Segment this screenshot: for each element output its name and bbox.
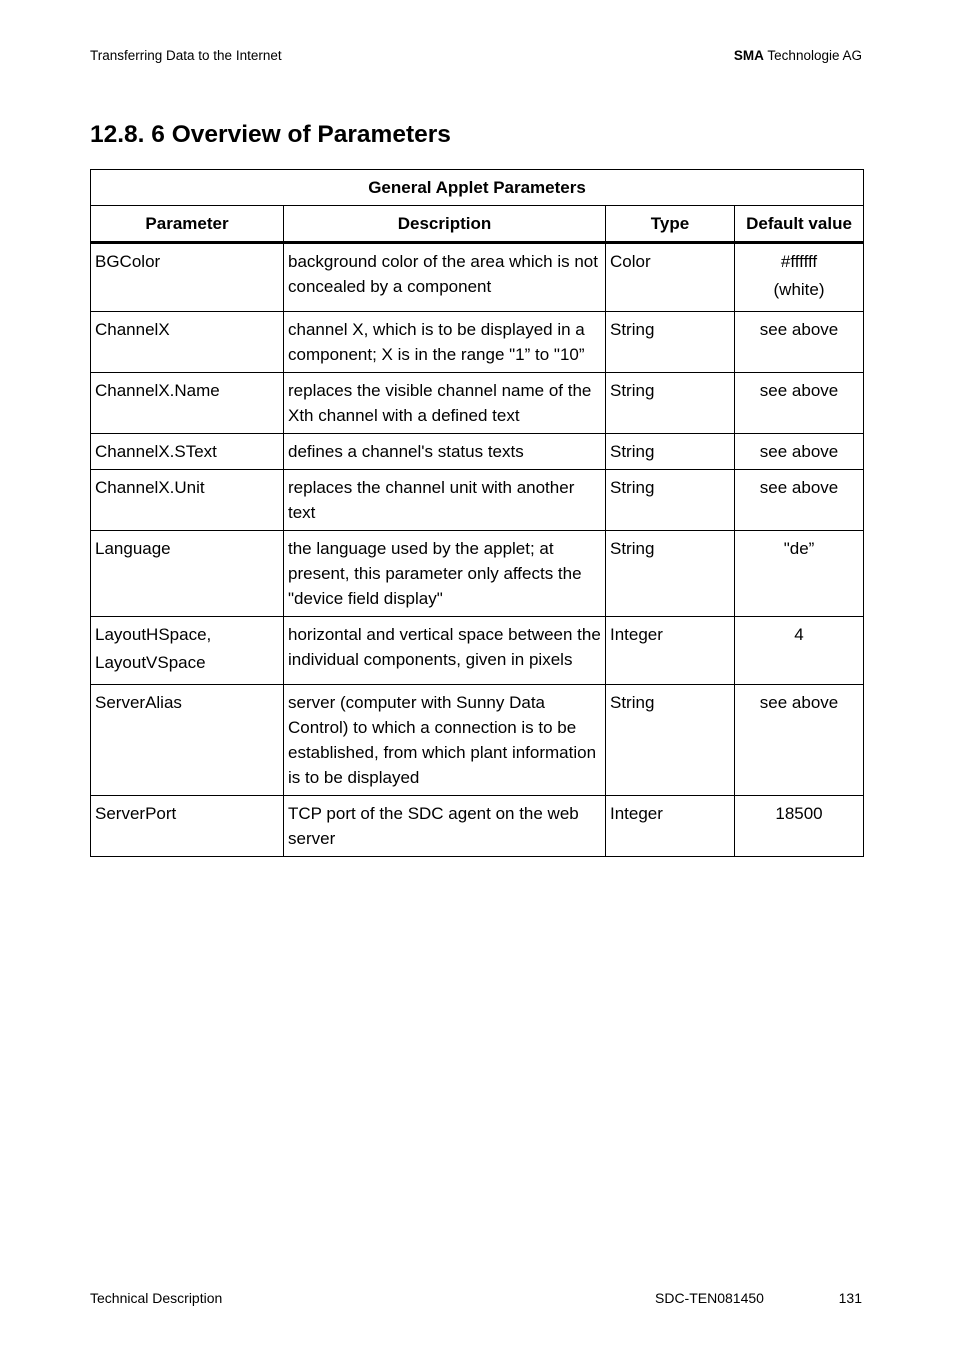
default-value: "de” [783, 539, 815, 558]
column-header-default-value: Default value [735, 206, 864, 243]
table-row [91, 312, 864, 373]
cell-parameter [91, 796, 284, 857]
cell-type: Integer [606, 796, 735, 857]
cell-type: String [606, 312, 735, 373]
cell-type: String [606, 685, 735, 796]
table-row [91, 531, 864, 617]
cell-default-value [735, 312, 864, 373]
cell-default-value [735, 243, 864, 312]
cell-description: defines a channel's status texts [284, 434, 606, 470]
cell-parameter [91, 373, 284, 434]
default-value: see above [759, 381, 839, 400]
column-header-parameter: Parameter [91, 206, 284, 243]
cell-default-value [735, 617, 864, 685]
cell-default-value [735, 373, 864, 434]
section-title: 12.8. 6 Overview of Parameters [90, 121, 451, 148]
cell-type: Integer [606, 617, 735, 685]
cell-default-value [735, 434, 864, 470]
cell-description: horizontal and vertical space between the individual components, given in pixels [284, 617, 606, 685]
cell-parameter [91, 617, 284, 685]
parameters-table [90, 169, 864, 857]
cell-default-value [735, 531, 864, 617]
default-value: see above [759, 442, 839, 461]
default-value: (white) [773, 280, 825, 299]
cell-default-value [735, 796, 864, 857]
cell-description: server (computer with Sunny Data Control) to which a connection is to be established, from which plant information is to be displayed [284, 685, 606, 796]
company-name-rest: Technologie AG [763, 48, 862, 63]
parameter-name: ServerPort [95, 804, 177, 823]
default-value: 4 [794, 625, 804, 644]
default-value: see above [759, 320, 839, 339]
running-header-company [734, 48, 862, 63]
cell-type: String [606, 470, 735, 531]
default-value: see above [759, 478, 839, 497]
page-number: 131 [838, 1290, 862, 1306]
table-row [91, 617, 864, 685]
cell-default-value [735, 685, 864, 796]
footer-document-code: SDC-TEN081450 [655, 1290, 764, 1306]
table-caption: General Applet Parameters [91, 170, 864, 206]
table-row [91, 373, 864, 434]
parameter-name: ServerAlias [95, 693, 182, 712]
table-row [91, 243, 864, 312]
parameter-name: LayoutVSpace [95, 653, 206, 672]
column-header-type: Type [606, 206, 735, 243]
cell-type: Color [606, 243, 735, 312]
cell-parameter [91, 243, 284, 312]
cell-default-value [735, 470, 864, 531]
footer-document-type: Technical Description [90, 1290, 223, 1306]
cell-description: the language used by the applet; at present, this parameter only affects the "device field display" [284, 531, 606, 617]
table-row [91, 685, 864, 796]
cell-description: replaces the channel unit with another text [284, 470, 606, 531]
parameter-name: ChannelX [95, 320, 170, 339]
parameter-name: ChannelX.Name [95, 381, 220, 400]
cell-parameter [91, 434, 284, 470]
cell-parameter [91, 531, 284, 617]
cell-type: String [606, 531, 735, 617]
column-header-description: Description [284, 206, 606, 243]
default-value: #ffffff [780, 252, 818, 271]
cell-description: replaces the visible channel name of the Xth channel with a defined text [284, 373, 606, 434]
cell-parameter [91, 312, 284, 373]
cell-type: String [606, 434, 735, 470]
company-brand: SMA [733, 48, 764, 63]
cell-description: channel X, which is to be displayed in a component; X is in the range "1” to "10” [284, 312, 606, 373]
cell-description: TCP port of the SDC agent on the web server [284, 796, 606, 857]
cell-description: background color of the area which is not concealed by a component [284, 243, 606, 312]
table-row [91, 796, 864, 857]
running-header-chapter: Transferring Data to the Internet [90, 48, 282, 63]
parameter-name: ChannelX.Unit [95, 478, 205, 497]
default-value: see above [759, 693, 839, 712]
cell-parameter [91, 685, 284, 796]
default-value: 18500 [775, 804, 823, 823]
table-row [91, 470, 864, 531]
table-header-row [91, 206, 864, 243]
parameter-name: Language [95, 539, 171, 558]
parameter-name: BGColor [95, 252, 161, 271]
parameter-name: ChannelX.SText [95, 442, 217, 461]
table-caption-row [91, 170, 864, 206]
cell-type: String [606, 373, 735, 434]
cell-parameter [91, 470, 284, 531]
parameter-name: LayoutHSpace, [95, 625, 212, 644]
table-row [91, 434, 864, 470]
